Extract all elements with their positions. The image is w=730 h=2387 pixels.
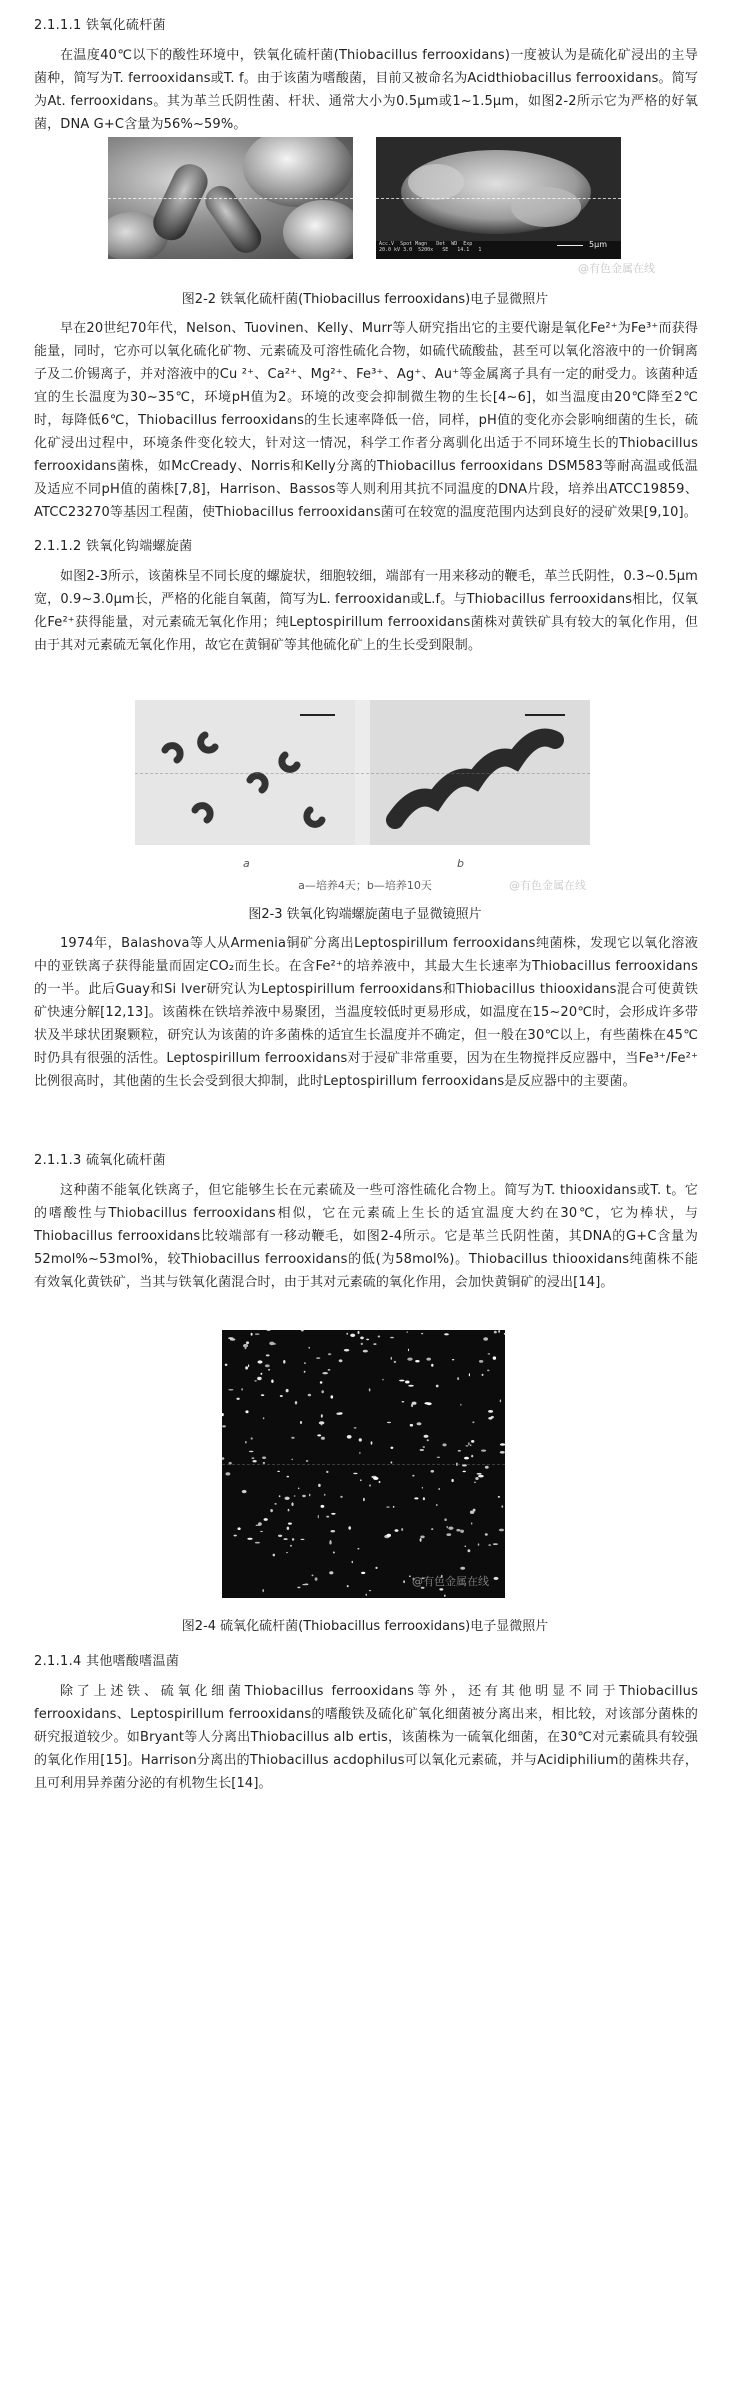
bacterium-speck (420, 1449, 424, 1451)
bacterium-speck (460, 1530, 464, 1533)
bacterium-speck (261, 1394, 264, 1396)
bacterium-speck (488, 1417, 492, 1420)
bacterium-speck (288, 1509, 290, 1512)
bacterium-speck (301, 1539, 305, 1540)
bacterium-speck (350, 1334, 355, 1337)
bacterium-speck (316, 1357, 320, 1359)
bacterium-speck (405, 1381, 410, 1384)
bacterium-speck (420, 1538, 422, 1542)
bacterium-speck (347, 1585, 349, 1587)
bacterium-speck (329, 1541, 331, 1544)
figure-2-3-note: a—培养4天；b—培养10天 (298, 879, 432, 892)
bacterium-speck (292, 1459, 293, 1460)
bacterium-speck (485, 1533, 488, 1535)
watermark: @有色金属在线 (412, 1575, 489, 1588)
bacterium-speck (309, 1494, 310, 1497)
bacterium-speck (261, 1373, 263, 1375)
paragraph-t-thiooxidans: 这种菌不能氧化铁离子，但它能够生长在元素硫及一些可溶性硫化合物上。简写为T. thiooxidans或T. t。它的嗜酸性与Thiobacillus ferrooxidans相似，它在元素硫上生长的适宜温度大约在30℃，它为棒状，与Thiobacillus ferrooxidans比较端部有一移动鞭毛，如图2-4所示。它是革兰氏阴性菌，其DNA的G+C含量为52mol%~53mol%，较Thiobacillus ferrooxidans的低(为58mol%)。Thiobacillus thiooxidans纯菌株不能有效氧化黄铁矿，当其与铁氧化菌混合时，由于其对元素硫的氧化作用，会加快黄铜矿的浸出[14]。 (34, 1183, 698, 1290)
bacterium-speck (403, 1580, 405, 1583)
divider-line (376, 198, 621, 199)
bacterium-speck (245, 1366, 248, 1369)
bacterium-speck (298, 1488, 299, 1490)
bacterium-speck (472, 1421, 474, 1423)
bacterium-speck (426, 1358, 431, 1361)
bacterium-speck (498, 1330, 500, 1333)
paragraph-t-ferrooxidans-intro: 在温度40℃以下的酸性环境中，铁氧化硫杆菌(Thiobacillus ferrooxidans)一度被认为是硫化矿浸出的主导菌种，简写为T. ferrooxidans或T. f。由于该菌为嗜酸菌，目前又被命名为Acidthiobacillus ferrooxidans。简写为At. ferrooxidans。其为革兰氏阴性菌、杆状、通常大小为0.5μm或1~1.5μm，如图2-2所示它为严格的好氧菌，DNA G+C含量为56%~59%。 (34, 48, 698, 132)
bacterium-speck (423, 1446, 425, 1447)
watermark: @有色金属在线 (578, 262, 655, 275)
bacterium-speck (331, 1513, 335, 1515)
bacterium-speck (494, 1331, 497, 1334)
bacterium-speck (247, 1538, 252, 1540)
bacterium-speck (465, 1445, 468, 1446)
bacterium-speck (328, 1369, 331, 1371)
bacterium-speck (456, 1529, 460, 1532)
bacterium-speck (357, 1548, 359, 1549)
bacterium-speck (448, 1527, 453, 1530)
bacterium-speck (333, 1552, 335, 1554)
bacterium-speck (399, 1380, 404, 1382)
bacterium-speck (410, 1424, 413, 1427)
paragraph-t-ferrooxidans-metabolism: 早在20世纪70年代，Nelson、Tuovinen、Kelly、Murr等人研究指出它的主要代谢是氧化Fe²⁺为Fe³⁺而获得能量，同时，它亦可以氧化硫化矿物、元素硫及可溶性硫化合物，如硫代硫酸盐，甚至可以氧化溶液中的一价铜离子及二价锡离子，并对溶液中的Cu ²⁺、Ca²⁺、Mg²⁺、Fe³⁺、Ag⁺、Au⁺等金属离子具有一定的耐受力。该菌种适宜的生长温度为30~35℃，环境pH值为2。环境的改变会抑制微生物的生长[4~6]，如当温度由20℃降至2℃时，每降低6℃，Thiobacillus ferrooxidans的生长速率降低一倍，同样，pH值的变化亦会影响细菌的生长，硫化矿浸出过程中，环境条件变化较大，针对这一情况，科学工作者分离驯化出适于不同环境生长的Thiobacillus ferrooxidans菌株，如McCready、Norris和Kelly分离的Thiobacillus ferrooxidans DSM583等耐高温或低温及适应不同pH值的菌株[7,8]，Harrison、Bassos等人则利用其抗不同温度的DNA片段，培养出ATCC19859、ATCC23270等基因工程菌，使Thiobacillus ferrooxidans菌可在较宽的温度范围内达到良好的浸矿效果[9,10]。 (34, 321, 698, 520)
bacterium-speck (312, 1575, 314, 1577)
bacterium-speck (242, 1490, 247, 1493)
bacterium-speck (475, 1477, 478, 1480)
bacterium-speck (460, 1567, 465, 1570)
bacterium-speck (331, 1530, 336, 1532)
bacterium-speck (328, 1353, 331, 1355)
bacterium-speck (286, 1552, 288, 1553)
bacterium-speck (321, 1505, 325, 1508)
bacterium-speck (391, 1447, 394, 1449)
bacterium-speck (386, 1506, 389, 1507)
bacterium-speck (481, 1450, 486, 1452)
bacterium-speck (477, 1473, 482, 1475)
paragraph-l-ferrooxidans-history: 1974年，Balashova等人从Armenia铜矿分离出Leptospirillum ferrooxidans纯菌株，发现它以氧化溶液中的亚铁离子获得能量而固定CO₂而生长。在含Fe²⁺的培养液中，其最大生长速率为Thiobacillus ferrooxidans的一半。此后Guay和Si lver研究认为Leptospirillum ferrooxidans和Thiobacillus thiooxidans混合可使黄铁矿快速分解[12,13]。该菌株在铁培养液中易聚团，当温度较低时更易形成，如温度在15~20℃时，会形成许多带状及半球状团聚颗粒，研究认为该菌的许多菌株的适宜生长温度并不确定，但一般在30℃以上，有些菌株在45℃时仍具有很强的活性。Leptospirillum ferrooxidans对于浸矿非常重要，因为在生物搅拌反应器中，当Fe³⁺/Fe²⁺比例很高时，其他菌的生长会受到很大抑制，此时Leptospirillum ferrooxidans是反应器中的主要菌。 (34, 936, 698, 1089)
bacterium-speck (288, 1523, 292, 1525)
bacterium-speck (301, 1330, 304, 1332)
bacterium-speck (493, 1543, 498, 1545)
bacterium-speck (354, 1427, 357, 1428)
bacterium-speck (300, 1421, 302, 1424)
bacterium-speck (424, 1402, 430, 1404)
bacterium-speck (304, 1362, 306, 1364)
bacterium-speck (306, 1460, 308, 1461)
bacterium-speck (378, 1336, 381, 1338)
section-heading-2-1-1-2: 2.1.1.2 铁氧化钩端螺旋菌 (34, 539, 193, 554)
bacterium-speck (262, 1457, 266, 1459)
bacterium-speck (431, 1470, 435, 1473)
bacterium-speck (318, 1515, 319, 1518)
bacterium-speck (263, 1417, 265, 1419)
bacterium-speck (373, 1343, 376, 1345)
bacterium-speck (479, 1360, 483, 1363)
bacterium-speck (236, 1398, 239, 1400)
bacterium-speck (267, 1330, 271, 1331)
bacterium-speck (324, 1494, 326, 1496)
bacterium-speck (500, 1451, 505, 1454)
bacterium-speck (226, 1472, 231, 1475)
bacterium-speck (297, 1587, 300, 1589)
bacterium-speck (468, 1549, 471, 1552)
bacterium-speck (488, 1544, 491, 1545)
bacterium-speck (437, 1457, 440, 1458)
tf-micrograph-left (108, 137, 353, 259)
bacterium-speck (427, 1439, 429, 1441)
bacterium-speck (248, 1364, 249, 1367)
bacterium-speck (329, 1571, 333, 1574)
bacterium-speck (408, 1385, 414, 1387)
scale-label: 5μm (589, 240, 607, 249)
bacterium-speck (499, 1529, 504, 1532)
bacterium-speck (401, 1528, 403, 1531)
figure-2-4-caption: 图2-4 硫氧化硫杆菌(Thiobacillus ferrooxidans)电子显微照片 (181, 1619, 549, 1634)
bacterium-speck (407, 1358, 412, 1361)
bacterium-speck (369, 1388, 371, 1391)
bacterium-speck (409, 1575, 411, 1577)
bacterium-speck (463, 1471, 466, 1473)
bacterium-speck (494, 1577, 499, 1580)
bacterium-speck (287, 1476, 290, 1478)
bacterium-speck (279, 1495, 281, 1497)
bacterium-speck (457, 1377, 459, 1380)
divider-line (135, 773, 590, 774)
bacterium-speck (230, 1338, 236, 1340)
bacterium-speck (251, 1437, 253, 1439)
bacterium-speck (471, 1455, 473, 1458)
bacterium-speck (283, 1360, 285, 1364)
bacterium-speck (375, 1567, 377, 1569)
bacterium-speck (302, 1495, 306, 1497)
bacterium-speck (414, 1497, 418, 1499)
bacterium-speck (318, 1484, 321, 1487)
bacterium-speck (331, 1395, 334, 1398)
bacterium-speck (359, 1438, 362, 1441)
bacterium-speck (358, 1331, 360, 1334)
bacterium-speck (471, 1523, 472, 1525)
bacterium-speck (347, 1333, 348, 1335)
bacterium-speck (295, 1401, 297, 1404)
paragraph-l-ferrooxidans-intro: 如图2-3所示，该菌株呈不同长度的螺旋状，细胞较细，端部有一用来移动的鞭毛，革兰氏阴性，0.3~0.5μm宽，0.9~3.0μm长，严格的化能自氧菌，简写为L. ferrooxidan或L.f。与Thiobacillus ferrooxidans相比，仅氧化Fe²⁺获得能量，对元素硫无氧化作用；纯Leptospirillum ferrooxidans菌株对黄铁矿具有较大的氧化作用，但由于其对元素硫无氧化作用，故它在黄铜矿等其他硫化矿上的生长受到限制。 (34, 569, 698, 653)
bacterium-speck (273, 1554, 275, 1557)
bacterium-speck (361, 1343, 363, 1345)
bacterium-speck (321, 1414, 323, 1417)
bacterium-speck (436, 1504, 438, 1506)
bacterium-speck (291, 1502, 293, 1506)
bacterium-speck (474, 1482, 476, 1484)
bacterium-speck (245, 1441, 246, 1444)
bacterium-speck (431, 1364, 433, 1367)
bacterium-speck (321, 1437, 325, 1440)
bacterium-speck (451, 1479, 453, 1482)
bacterium-speck (245, 1410, 248, 1413)
bacterium-speck (246, 1341, 249, 1344)
bacterium-speck (294, 1495, 296, 1496)
bacterium-speck (243, 1344, 248, 1348)
bacterium-speck (458, 1450, 461, 1452)
bacterium-speck (487, 1370, 490, 1372)
bacterium-speck (254, 1380, 257, 1381)
bacterium-speck (266, 1354, 270, 1356)
bacterium-speck (265, 1364, 270, 1367)
bacterium-speck (262, 1589, 264, 1592)
bacterium-speck (352, 1561, 354, 1563)
bacterium-speck (412, 1402, 417, 1405)
bacterium-speck (444, 1333, 449, 1335)
divider-line (222, 1464, 505, 1465)
bacterium-speck (390, 1337, 394, 1339)
bacterium-speck (478, 1543, 480, 1545)
bacterium-speck (271, 1380, 273, 1383)
bacterium-speck (402, 1401, 405, 1402)
bacterium-speck (322, 1372, 328, 1374)
scale-bar (557, 245, 583, 246)
bacterium-speck (260, 1531, 263, 1532)
bacterium-speck (360, 1337, 364, 1340)
bacterium-speck (424, 1435, 429, 1438)
bacterium-speck (498, 1496, 500, 1498)
bacterium-speck (393, 1506, 395, 1508)
bacterium-speck (353, 1473, 357, 1474)
bacterium-speck (245, 1347, 247, 1349)
bacterium-speck (222, 1457, 224, 1460)
figure-2-2-caption: 图2-2 铁氧化硫杆菌(Thiobacillus ferrooxidans)电子显微照片 (181, 292, 549, 307)
bacterium-speck (493, 1356, 496, 1359)
bacterium-speck (257, 1377, 262, 1380)
bacterium-speck (304, 1371, 306, 1373)
bacterium-speck (251, 1458, 254, 1459)
bacterium-speck (471, 1440, 474, 1443)
bacterium-speck (420, 1536, 424, 1539)
watermark: @有色金属在线 (509, 879, 586, 892)
bacterium-speck (366, 1594, 367, 1596)
bacterium-speck (258, 1522, 262, 1526)
bacterium-speck (387, 1422, 391, 1423)
section-heading-2-1-1-3: 2.1.1.3 硫氧化硫杆菌 (34, 1153, 166, 1168)
bacterium-speck (326, 1516, 329, 1518)
bacterium-speck (460, 1404, 461, 1406)
bacterium-speck (465, 1546, 467, 1547)
bacterium-speck (379, 1481, 381, 1483)
bacterium-speck (255, 1542, 260, 1544)
bacterium-speck (302, 1584, 307, 1585)
bacterium-speck (225, 1364, 228, 1366)
bacterium-speck (284, 1538, 288, 1540)
bacterium-speck (360, 1479, 362, 1481)
bacterium-speck (321, 1390, 324, 1393)
bacterium-speck (320, 1381, 323, 1383)
bacterium-speck (417, 1422, 422, 1425)
tf-sem-micrograph-right (376, 137, 621, 259)
bacterium-speck (285, 1497, 290, 1500)
lf-micrographs (135, 700, 590, 845)
bacterium-speck (407, 1331, 408, 1333)
bacterium-speck (446, 1533, 451, 1536)
bacterium-speck (483, 1337, 488, 1341)
bacterium-speck (452, 1359, 455, 1360)
bacterium-speck (485, 1466, 489, 1469)
bacterium-speck (431, 1528, 433, 1530)
bacterium-speck (423, 1497, 425, 1500)
bacterium-speck (382, 1379, 383, 1381)
bacterium-speck (251, 1333, 253, 1336)
divider-line (108, 198, 353, 199)
bacterium-speck (253, 1460, 257, 1462)
bacterium-speck (470, 1511, 474, 1514)
bacterium-speck (501, 1505, 503, 1508)
bacterium-speck (488, 1353, 491, 1354)
figure-2-3-caption: 图2-3 铁氧化钩端螺旋菌电子显微镜照片 (248, 907, 482, 922)
bacterium-speck (412, 1475, 414, 1477)
bacterium-speck (500, 1443, 505, 1446)
bacterium-speck (436, 1385, 439, 1388)
bacterium-speck (290, 1545, 292, 1547)
bacterium-speck (478, 1475, 484, 1478)
bacterium-speck (270, 1509, 273, 1512)
bacterium-speck (444, 1595, 446, 1597)
panel-label-a: a (243, 857, 250, 870)
bacterium-speck (308, 1394, 311, 1397)
tt-micrograph (222, 1330, 505, 1598)
bacterium-speck (222, 1425, 226, 1427)
bacterium-speck (504, 1333, 505, 1335)
bacterium-speck (363, 1350, 368, 1353)
bacterium-speck (447, 1526, 448, 1529)
bacterium-speck (340, 1496, 342, 1498)
bacterium-speck (264, 1518, 268, 1521)
bacterium-speck (394, 1361, 396, 1363)
bacterium-speck (359, 1452, 360, 1455)
bacterium-speck (347, 1435, 352, 1439)
bacterium-speck (339, 1412, 343, 1414)
bacterium-speck (255, 1334, 260, 1335)
bacterium-speck (469, 1373, 470, 1376)
bacterium-speck (291, 1437, 294, 1439)
bacterium-speck (415, 1360, 419, 1362)
bacterium-speck (348, 1526, 351, 1529)
bacterium-speck (286, 1389, 289, 1392)
bacterium-speck (361, 1572, 365, 1574)
section-heading-2-1-1-4: 2.1.1.4 其他嗜酸嗜温菌 (34, 1654, 180, 1669)
sem-info-bar: Acc.V Spot Magn Det WD Exp 20.0 kV 3.0 5200x SE 14.1 1 (379, 241, 482, 253)
bacterium-speck (258, 1360, 263, 1363)
bacterium-speck (438, 1488, 440, 1490)
bacterium-speck (395, 1529, 399, 1532)
bacterium-speck (234, 1535, 237, 1537)
panel-label-b: b (457, 857, 464, 870)
bacterium-speck (268, 1369, 270, 1371)
bacterium-speck (309, 1347, 310, 1349)
bacterium-speck (238, 1527, 241, 1530)
bacterium-speck (271, 1343, 276, 1345)
bacterium-speck (488, 1410, 493, 1413)
bacterium-speck (317, 1434, 321, 1436)
section-heading-2-1-1-1: 2.1.1.1 铁氧化硫杆菌 (34, 18, 166, 33)
bacterium-speck (422, 1487, 423, 1489)
bacterium-speck (274, 1503, 276, 1504)
bacterium-speck (421, 1333, 423, 1334)
bacterium-speck (344, 1349, 349, 1352)
bacterium-speck (369, 1590, 371, 1591)
bacterium-speck (387, 1534, 391, 1537)
bacterium-speck (287, 1527, 290, 1530)
bacterium-speck (408, 1349, 409, 1352)
bacterium-speck (228, 1389, 233, 1390)
bacterium-speck (391, 1357, 392, 1360)
paragraph-other-acidophiles: 除了上述铁、硫氧化细菌Thiobacillus ferrooxidans等外，还有其他明显不同于Thiobacillus ferrooxidans、Leptospirillum ferrooxidans的嗜酸铁及硫化矿氧化细菌被分离出来，相比较，对该部分菌株的研究报道较少。如Bryant等人分离出Thiobacillus alb ertis，该菌株为一硫氧化细菌，在30℃对元素硫具有较强的氧化作用[15]。Harrison分离出的Thiobacillus acdophilus可以氧化元素硫，并与Acidiphilium的菌株共存，且可利用异养菌分泌的有机物生长[14]。 (34, 1684, 698, 1791)
bacterium-speck (222, 1413, 224, 1416)
bacterium-speck (482, 1374, 484, 1376)
bacterium-speck (468, 1442, 469, 1445)
bacterium-speck (315, 1577, 318, 1580)
bacterium-speck (470, 1445, 471, 1446)
bacterium-speck (442, 1443, 446, 1446)
bacterium-speck (277, 1471, 280, 1472)
bacterium-speck (371, 1441, 373, 1444)
bacterium-speck (280, 1395, 283, 1397)
bacterium-speck (366, 1339, 369, 1341)
bacterium-speck (373, 1477, 378, 1480)
bacterium-speck (278, 1535, 282, 1537)
bacterium-speck (363, 1498, 365, 1501)
bacterium-speck (319, 1421, 325, 1424)
bacterium-speck (369, 1484, 371, 1486)
bacterium-speck (464, 1457, 469, 1460)
bacterium-speck (292, 1538, 294, 1541)
bacterium-speck (444, 1518, 446, 1521)
bacterium-speck (241, 1388, 243, 1390)
bacterium-speck (249, 1451, 254, 1452)
bacterium-speck (500, 1399, 501, 1402)
bacterium-speck (326, 1471, 328, 1473)
bacterium-speck (339, 1359, 343, 1362)
